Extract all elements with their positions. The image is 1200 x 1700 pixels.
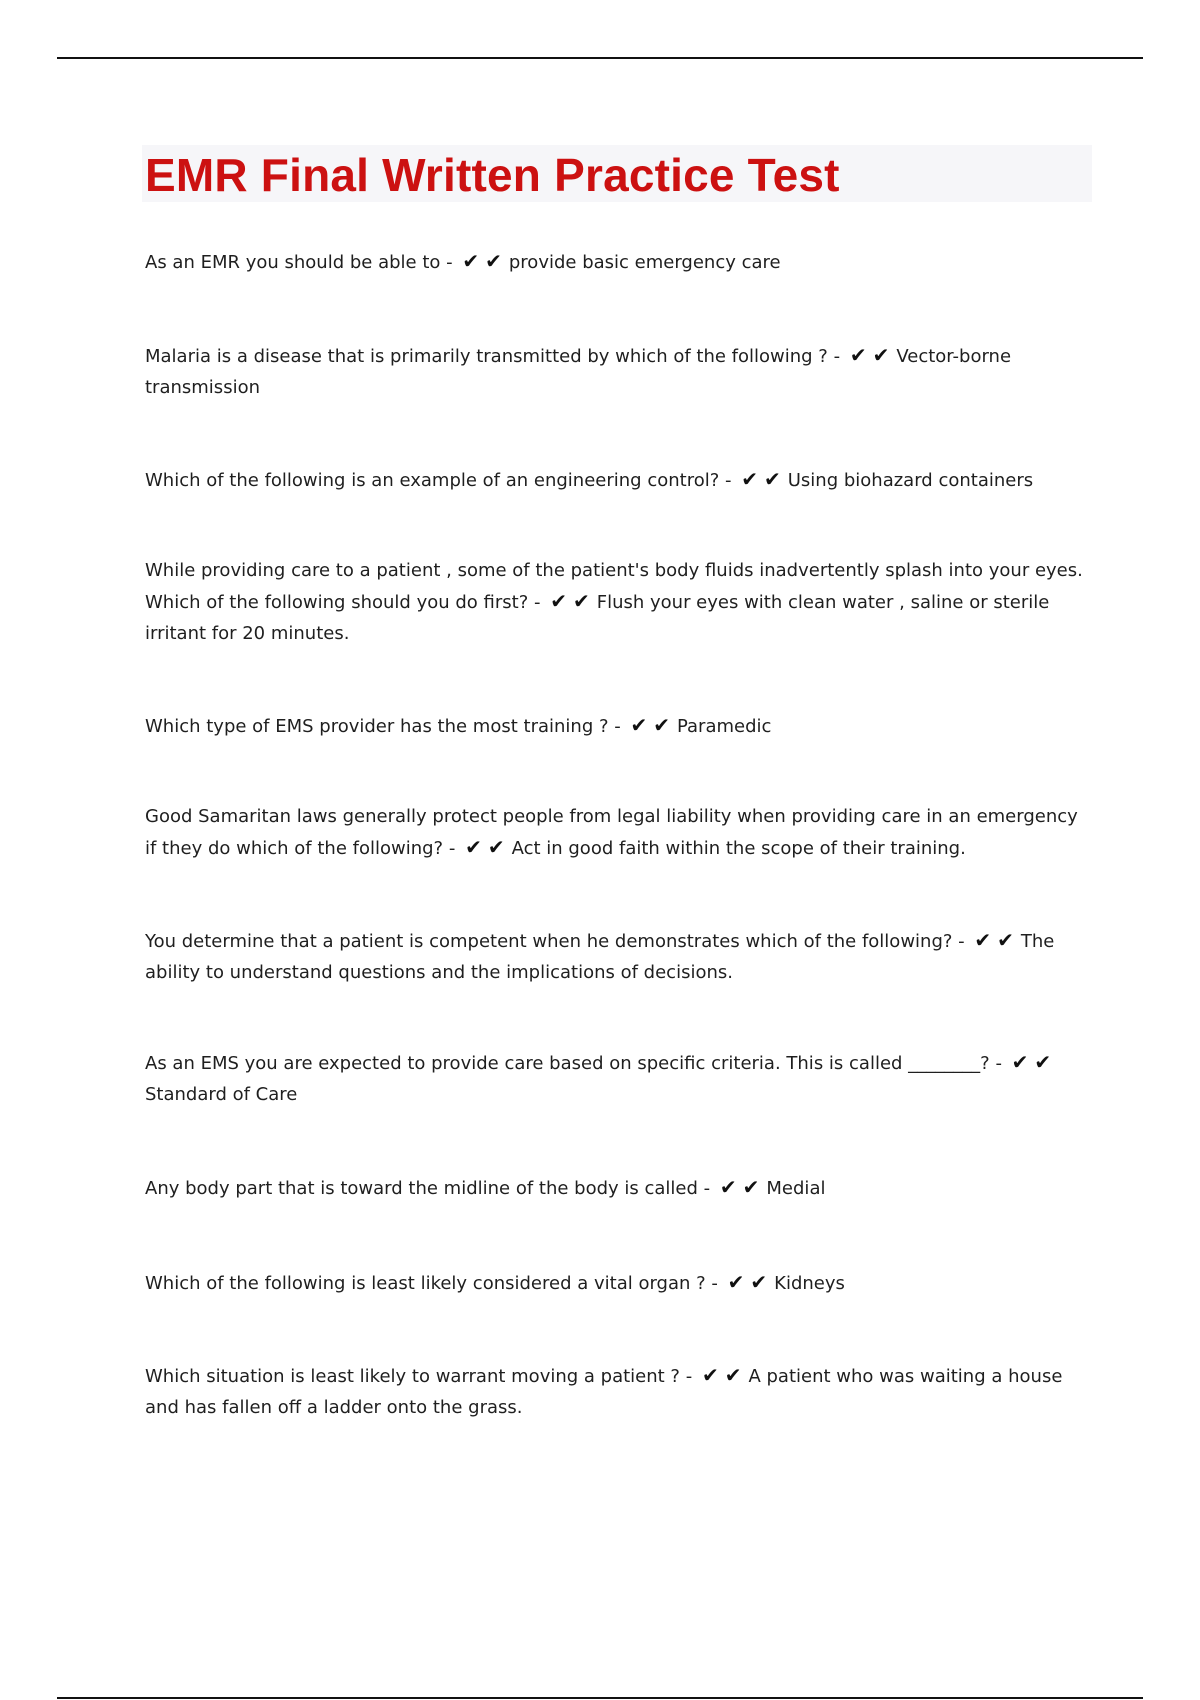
question-text: As an EMR you should be able to -	[145, 252, 453, 273]
check-icon: ✔✔	[630, 713, 676, 737]
answer-text: The ability to understand questions and the implications of decisions.	[145, 931, 1055, 983]
question-text: While providing care to a patient , some of the patient's body fluids inadvertently splash into your eyes. Which of the following should you do first? -	[145, 560, 1083, 613]
check-icon: ✔✔	[849, 343, 896, 367]
answer-text: A patient who was waiting a house and has fallen off a ladder onto the grass.	[145, 1366, 1063, 1418]
qa-item-8	[145, 1047, 1085, 1110]
answer-text: Kidneys	[774, 1273, 845, 1294]
question-text: As an EMS you are expected to provide care based on specific criteria. This is called ________? -	[145, 1053, 1002, 1074]
answer-text: Using biohazard containers	[787, 470, 1034, 491]
answer-text: Flush your eyes with clean water , saline or sterile irritant for 20 minutes.	[145, 592, 1050, 644]
check-icon: ✔✔	[1011, 1050, 1058, 1074]
check-icon: ✔✔	[719, 1175, 766, 1199]
answer-text: Paramedic	[676, 716, 772, 737]
qa-item-2	[145, 340, 1085, 403]
qa-item-5	[145, 710, 1085, 742]
check-icon: ✔✔	[727, 1270, 774, 1294]
check-icon: ✔✔	[701, 1363, 748, 1387]
question-text: Which of the following is least likely considered a vital organ ? -	[145, 1273, 718, 1294]
qa-item-6	[145, 801, 1085, 864]
answer-text: Standard of Care	[145, 1084, 298, 1105]
page-top-rule	[57, 57, 1143, 59]
answer-text: Medial	[766, 1178, 826, 1199]
check-icon: ✔✔	[462, 249, 508, 273]
qa-item-10	[145, 1267, 1085, 1299]
page-bottom-rule	[57, 1697, 1143, 1699]
check-icon: ✔✔	[550, 589, 596, 613]
question-text: Malaria is a disease that is primarily transmitted by which of the following ? -	[145, 346, 841, 367]
question-text: You determine that a patient is competent when he demonstrates which of the following? -	[145, 931, 965, 952]
document-title: EMR Final Written Practice Test	[145, 149, 840, 201]
qa-item-3	[145, 464, 1085, 496]
answer-text: provide basic emergency care	[508, 252, 781, 273]
check-icon: ✔✔	[465, 835, 511, 859]
qa-item-9	[145, 1172, 1085, 1204]
question-text: Good Samaritan laws generally protect people from legal liability when providing care in an emergency if they do which of the following? -	[145, 806, 1078, 859]
qa-item-1	[145, 246, 1085, 278]
question-text: Which situation is least likely to warrant moving a patient ? -	[145, 1366, 693, 1387]
answer-text: Vector-borne transmission	[145, 346, 1012, 398]
qa-item-4	[145, 555, 1085, 649]
qa-item-11	[145, 1360, 1085, 1423]
check-icon: ✔✔	[741, 467, 787, 491]
check-icon: ✔✔	[974, 928, 1020, 952]
question-text: Which of the following is an example of an engineering control? -	[145, 470, 732, 491]
qa-item-7	[145, 925, 1085, 988]
answer-text: Act in good faith within the scope of their training.	[511, 838, 966, 859]
question-text: Any body part that is toward the midline of the body is called -	[145, 1178, 711, 1199]
question-text: Which type of EMS provider has the most training ? -	[145, 716, 621, 737]
